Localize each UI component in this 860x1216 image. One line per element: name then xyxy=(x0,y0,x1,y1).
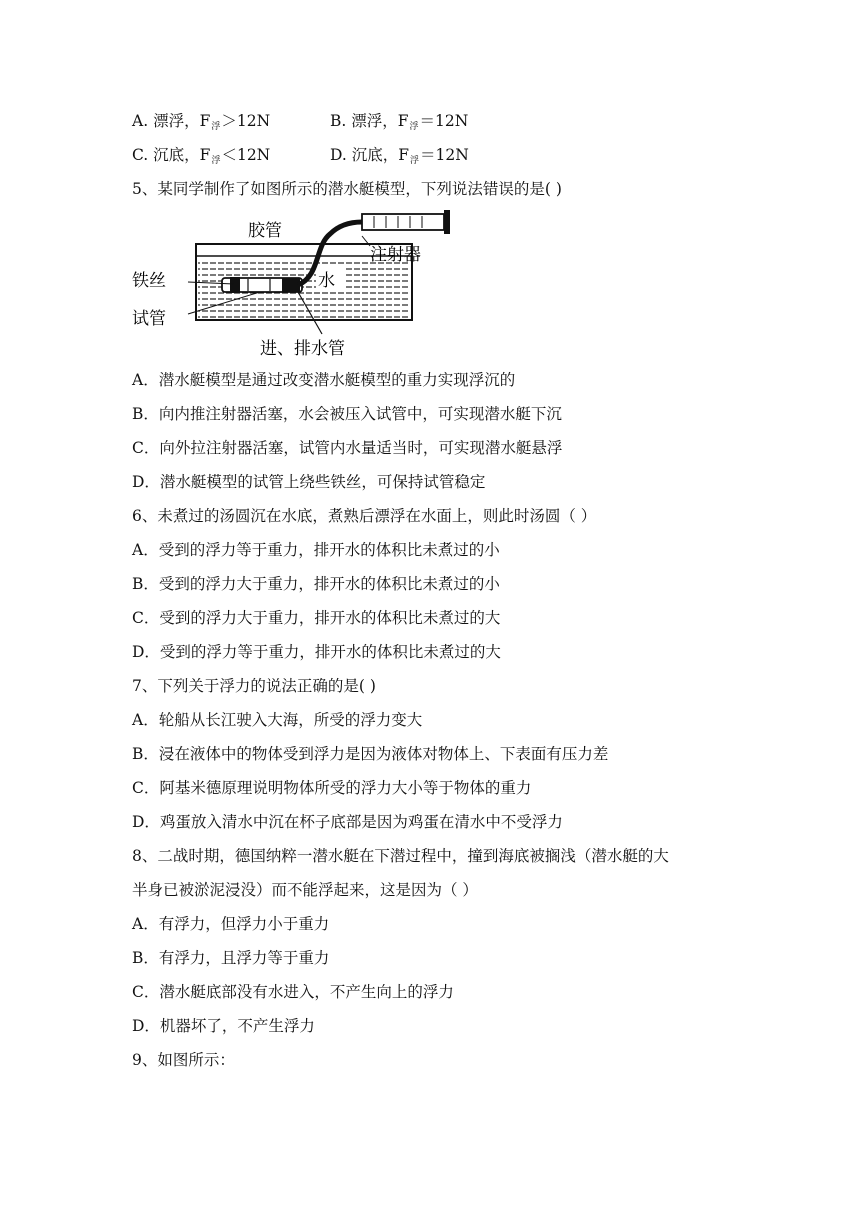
q8-option-b: B．有浮力，且浮力等于重力 xyxy=(132,949,330,967)
submarine-model-figure xyxy=(130,206,460,362)
q6-option-d: D．受到的浮力等于重力，排开水的体积比未煮过的大 xyxy=(132,643,501,661)
q6-option-c: C．受到的浮力大于重力，排开水的体积比未煮过的大 xyxy=(132,609,501,627)
q8-stem-line1: 8、二战时期，德国纳粹一潜水艇在下潜过程中，撞到海底被搁浅（潜水艇的大 xyxy=(132,847,669,865)
q6-stem: 6、未煮过的汤圆沉在水底，煮熟后漂浮在水面上，则此时汤圆（ ） xyxy=(132,507,597,525)
q6-option-b: B．受到的浮力大于重力，排开水的体积比未煮过的小 xyxy=(132,575,500,593)
q4-option-a: A. 漂浮，$F_浮>12N$ xyxy=(132,112,271,132)
water-label: 水 xyxy=(318,271,335,291)
q7-option-c: C．阿基米德原理说明物体所受的浮力大小等于物体的重力 xyxy=(132,779,532,797)
q4-option-d: D. 沉底，$F_浮=12N$ xyxy=(330,146,469,166)
syringe-label: 注射器 xyxy=(370,245,421,265)
q5-option-b: B．向内推注射器活塞，水会被压入试管中，可实现潜水艇下沉 xyxy=(132,405,562,423)
q4-option-b: B. 漂浮，$F_浮=12N$ xyxy=(330,112,469,132)
q7-option-b: B．浸在液体中的物体受到浮力是因为液体对物体上、下表面有压力差 xyxy=(132,745,609,763)
q7-stem: 7、下列关于浮力的说法正确的是( ) xyxy=(132,677,376,695)
q5-stem: 5、某同学制作了如图所示的潜水艇模型，下列说法错误的是( ) xyxy=(132,180,562,198)
q5-option-d: D．潜水艇模型的试管上绕些铁丝，可保持试管稳定 xyxy=(132,473,486,491)
q5-option-a: A．潜水艇模型是通过改变潜水艇模型的重力实现浮沉的 xyxy=(132,371,516,389)
q8-option-c: C．潜水艇底部没有水进入，不产生向上的浮力 xyxy=(132,983,454,1001)
q7-option-a: A．轮船从长江驶入大海，所受的浮力变大 xyxy=(132,711,423,729)
q8-stem-line2: 半身已被淤泥浸没）而不能浮起来，这是因为（ ） xyxy=(132,881,478,899)
q5-option-c: C．向外拉注射器活塞，试管内水量适当时，可实现潜水艇悬浮 xyxy=(132,439,563,457)
hose-label: 胶管 xyxy=(248,221,282,241)
iron-wire xyxy=(230,277,240,293)
pipe-label: 进、排水管 xyxy=(260,339,345,359)
q8-option-d: D．机器坏了，不产生浮力 xyxy=(132,1017,315,1035)
q8-option-a: A．有浮力，但浮力小于重力 xyxy=(132,915,330,933)
q7-option-d: D．鸡蛋放入清水中沉在杯子底部是因为鸡蛋在清水中不受浮力 xyxy=(132,813,563,831)
iron-wire-label: 铁丝 xyxy=(132,271,166,291)
q4-option-c: C. 沉底，$F_浮<12N$ xyxy=(132,146,271,166)
q9-stem: 9、如图所示： xyxy=(132,1051,235,1069)
test-tube-label: 试管 xyxy=(132,309,166,329)
q6-option-a: A．受到的浮力等于重力，排开水的体积比未煮过的小 xyxy=(132,541,500,559)
